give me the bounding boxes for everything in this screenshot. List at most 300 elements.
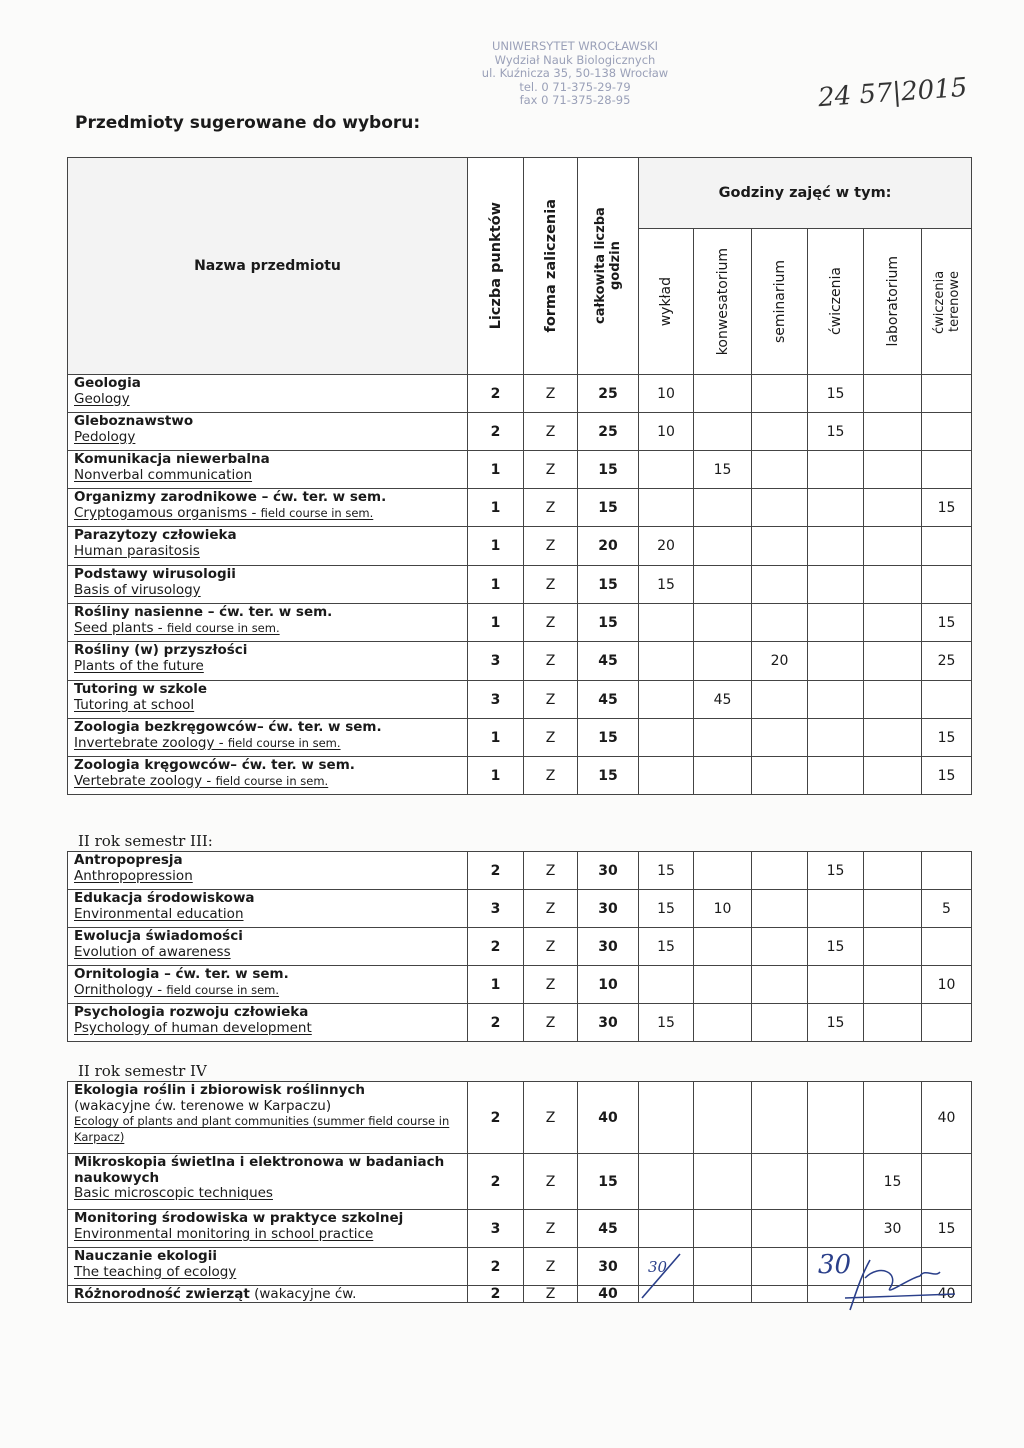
- lecture-hours-cell: 15: [639, 1004, 694, 1042]
- form-cell: Z: [524, 451, 578, 489]
- konwersatorium-hours-cell: [694, 1154, 752, 1210]
- points-cell: 2: [468, 413, 524, 451]
- konwersatorium-hours-cell: [694, 1082, 752, 1154]
- course-name-cell: [68, 451, 468, 489]
- exercises-hours-cell: 15: [808, 928, 864, 966]
- course-name-pl: Podstawy wirusologii: [74, 566, 236, 582]
- course-name-pl: Antropopresja: [74, 852, 183, 868]
- header-points: Liczba punktów: [468, 158, 524, 375]
- field-hours-cell: 15: [922, 604, 972, 642]
- course-name-cell: [68, 890, 468, 928]
- total-hours-cell: 15: [578, 719, 639, 757]
- table-row: [68, 489, 972, 527]
- lab-hours-cell: [864, 928, 922, 966]
- course-name-pl: Parazytozy człowieka: [74, 527, 237, 543]
- field-hours-cell: [922, 681, 972, 719]
- course-name-en: [74, 1265, 463, 1281]
- courses-table-semester-3: [67, 851, 972, 1042]
- course-name-en: [74, 945, 463, 961]
- lab-hours-cell: [864, 527, 922, 566]
- university-stamp: [440, 40, 710, 108]
- field-hours-cell: 15: [922, 757, 972, 795]
- exercises-hours-cell: 15: [808, 413, 864, 451]
- field-hours-cell: [922, 451, 972, 489]
- course-name-en: [74, 659, 463, 675]
- field-hours-cell: 40: [922, 1286, 972, 1303]
- exercises-hours-cell: [808, 642, 864, 681]
- field-hours-cell: [922, 1154, 972, 1210]
- course-name-en: [74, 621, 463, 637]
- lab-hours-cell: [864, 966, 922, 1004]
- course-name-cell: [68, 1004, 468, 1042]
- header-total: całkowita liczba godzin: [578, 158, 639, 375]
- course-name-en: [74, 583, 463, 599]
- course-name-cell: [68, 375, 468, 413]
- total-hours-cell: 15: [578, 489, 639, 527]
- seminar-hours-cell: [752, 1154, 808, 1210]
- course-name-en-text: Evolution of awareness: [74, 943, 231, 960]
- form-cell: Z: [524, 966, 578, 1004]
- seminar-hours-cell: [752, 1082, 808, 1154]
- exercises-hours-cell: [808, 604, 864, 642]
- course-name-en: [74, 869, 463, 885]
- table-row: [68, 604, 972, 642]
- course-name-en: [74, 1021, 463, 1037]
- lab-hours-cell: [864, 757, 922, 795]
- form-cell: Z: [524, 642, 578, 681]
- total-hours-cell: 40: [578, 1286, 639, 1303]
- points-cell: 3: [468, 1210, 524, 1248]
- course-name-en: [74, 736, 463, 752]
- stamp-line: fax 0 71-375-28-95: [519, 93, 631, 107]
- course-name-cell: [68, 413, 468, 451]
- form-cell: Z: [524, 852, 578, 890]
- course-name-en-text: Basic microscopic techniques: [74, 1185, 273, 1201]
- lab-hours-cell: [864, 1004, 922, 1042]
- course-name-pl: Komunikacja niewerbalna: [74, 451, 270, 467]
- konwersatorium-hours-cell: [694, 527, 752, 566]
- form-cell: Z: [524, 566, 578, 604]
- total-hours-cell: 15: [578, 757, 639, 795]
- points-cell: 3: [468, 890, 524, 928]
- course-name-cell: [68, 966, 468, 1004]
- seminar-hours-cell: [752, 1210, 808, 1248]
- course-name-en: [74, 392, 463, 408]
- lecture-hours-cell: [639, 604, 694, 642]
- exercises-hours-cell: [808, 451, 864, 489]
- lab-hours-cell: [864, 604, 922, 642]
- lecture-hours-cell: [639, 757, 694, 795]
- exercises-hours-cell: [808, 681, 864, 719]
- course-name-pl: Tutoring w szkole: [74, 681, 208, 697]
- course-name-pl: Organizmy zarodnikowe – ćw. ter. w sem.: [74, 489, 387, 505]
- stamp-line: ul. Kuźnicza 35, 50-138 Wrocław: [481, 66, 669, 80]
- field-hours-cell: [922, 928, 972, 966]
- header-seminar: seminarium: [752, 229, 808, 375]
- course-name-pl-extra: (wakacyjne ćw. terenowe w Karpaczu): [74, 1097, 332, 1114]
- field-hours-cell: 5: [922, 890, 972, 928]
- course-name-pl: Psychologia rozwoju człowieka: [74, 1004, 309, 1020]
- course-name-en: [74, 907, 463, 923]
- course-note: field course in sem.: [215, 773, 329, 788]
- field-hours-cell: [922, 375, 972, 413]
- form-cell: Z: [524, 1082, 578, 1154]
- field-hours-cell: [922, 413, 972, 451]
- form-cell: Z: [524, 928, 578, 966]
- signature-stroke: [850, 1260, 870, 1310]
- form-cell: Z: [524, 375, 578, 413]
- handwritten-correction: [640, 1248, 960, 1313]
- section-label-semester-4: II rok semestr IV: [78, 1062, 207, 1080]
- lab-hours-cell: [864, 375, 922, 413]
- lab-hours-cell: [864, 719, 922, 757]
- points-cell: 1: [468, 451, 524, 489]
- course-name-en: [74, 983, 463, 999]
- lecture-hours-cell: [639, 966, 694, 1004]
- exercises-hours-cell: [808, 527, 864, 566]
- lecture-hours-cell: 15: [639, 566, 694, 604]
- form-cell: Z: [524, 757, 578, 795]
- konwersatorium-hours-cell: [694, 928, 752, 966]
- form-cell: Z: [524, 413, 578, 451]
- konwersatorium-hours-cell: [694, 566, 752, 604]
- course-name-cell: [68, 1248, 468, 1286]
- form-cell: Z: [524, 604, 578, 642]
- points-cell: 1: [468, 566, 524, 604]
- course-name-cell: [68, 681, 468, 719]
- konwersatorium-hours-cell: [694, 604, 752, 642]
- seminar-hours-cell: [752, 566, 808, 604]
- course-name-en-text: Seed plants -: [74, 619, 167, 636]
- table-row: [68, 375, 972, 413]
- total-hours-cell: 30: [578, 1248, 639, 1286]
- table-row: [68, 966, 972, 1004]
- course-name-en: [74, 774, 463, 790]
- course-name-pl: Rośliny nasienne – ćw. ter. w sem.: [74, 604, 333, 620]
- total-hours-cell: 40: [578, 1082, 639, 1154]
- course-note: field course in sem.: [227, 735, 341, 750]
- lab-hours-cell: [864, 451, 922, 489]
- table-row: [68, 928, 972, 966]
- form-cell: Z: [524, 1210, 578, 1248]
- course-name-pl: Nauczanie ekologii: [74, 1248, 217, 1264]
- course-name-pl: Ekologia roślin i zbiorowisk roślinnych: [74, 1082, 366, 1098]
- course-name-en-text: Psychology of human development: [74, 1019, 312, 1036]
- course-name-en: [74, 544, 463, 560]
- lab-hours-cell: [864, 681, 922, 719]
- field-hours-cell: [922, 566, 972, 604]
- form-cell: Z: [524, 489, 578, 527]
- course-name-cell: [68, 642, 468, 681]
- course-name-pl: Gleboznawstwo: [74, 413, 194, 429]
- course-name-cell: [68, 604, 468, 642]
- points-cell: 1: [468, 966, 524, 1004]
- course-name-en: [74, 430, 463, 446]
- total-hours-cell: 45: [578, 681, 639, 719]
- exercises-hours-cell: [808, 1082, 864, 1154]
- course-name-en-text: Tutoring at school: [74, 696, 195, 713]
- course-name-pl-extra: (wakacyjne ćw.: [249, 1286, 357, 1302]
- points-cell: 1: [468, 757, 524, 795]
- courses-table-main: [67, 157, 972, 795]
- lab-hours-cell: [864, 642, 922, 681]
- seminar-hours-cell: [752, 966, 808, 1004]
- course-name-en: [74, 468, 463, 484]
- course-name-cell: [68, 1286, 468, 1303]
- course-name-en-text: Basis of virusology: [74, 581, 201, 598]
- seminar-hours-cell: [752, 757, 808, 795]
- course-name-pl: Różnorodność zwierząt: [74, 1286, 250, 1302]
- course-name-en-text: Environmental education: [74, 905, 244, 922]
- total-hours-cell: 20: [578, 527, 639, 566]
- stamp-line: UNIWERSYTET WROCŁAWSKI: [491, 39, 659, 53]
- course-name-cell: [68, 566, 468, 604]
- points-cell: 2: [468, 1154, 524, 1210]
- form-cell: Z: [524, 890, 578, 928]
- table-row: [68, 890, 972, 928]
- lecture-hours-cell: [639, 1154, 694, 1210]
- signature-flourish: [865, 1271, 940, 1290]
- seminar-hours-cell: [752, 451, 808, 489]
- total-hours-cell: 45: [578, 642, 639, 681]
- seminar-hours-cell: [752, 928, 808, 966]
- seminar-hours-cell: [752, 719, 808, 757]
- course-name-en-text: Cryptogamous organisms -: [74, 504, 261, 521]
- seminar-hours-cell: [752, 681, 808, 719]
- seminar-hours-cell: [752, 375, 808, 413]
- total-hours-cell: 10: [578, 966, 639, 1004]
- seminar-hours-cell: [752, 489, 808, 527]
- course-name-cell: [68, 928, 468, 966]
- field-hours-cell: [922, 852, 972, 890]
- points-cell: 1: [468, 489, 524, 527]
- course-name-en: [74, 1114, 463, 1145]
- course-name-cell: [68, 1154, 468, 1210]
- form-cell: Z: [524, 1154, 578, 1210]
- course-name-pl: Mikroskopia świetlna i elektronowa w badaniach naukowych: [74, 1154, 445, 1186]
- course-note: field course in sem.: [166, 982, 280, 997]
- course-name-pl: Rośliny (w) przyszłości: [74, 642, 248, 658]
- points-cell: 2: [468, 852, 524, 890]
- lecture-hours-cell: [639, 681, 694, 719]
- points-cell: 1: [468, 527, 524, 566]
- header-lecture: wykład: [639, 229, 694, 375]
- seminar-hours-cell: [752, 852, 808, 890]
- konwersatorium-hours-cell: [694, 1004, 752, 1042]
- course-name-cell: [68, 852, 468, 890]
- course-name-en: [74, 506, 463, 522]
- header-konwersatorium: konwesatorium: [694, 229, 752, 375]
- course-name-pl: Ornitologia – ćw. ter. w sem.: [74, 966, 289, 982]
- points-cell: 2: [468, 375, 524, 413]
- lab-hours-cell: 30: [864, 1210, 922, 1248]
- course-name-en: [74, 1227, 463, 1243]
- exercises-hours-cell: [808, 489, 864, 527]
- course-name-en-text: Anthropopression: [74, 867, 193, 884]
- table-row: [68, 852, 972, 890]
- exercises-hours-cell: 15: [808, 375, 864, 413]
- seminar-hours-cell: [752, 1004, 808, 1042]
- total-hours-cell: 25: [578, 413, 639, 451]
- field-hours-cell: 15: [922, 719, 972, 757]
- course-name-en-text: Invertebrate zoology -: [74, 734, 228, 751]
- header-exercises: ćwiczenia: [808, 229, 864, 375]
- course-name-en: [74, 1186, 463, 1202]
- exercises-hours-cell: [808, 566, 864, 604]
- seminar-hours-cell: 20: [752, 642, 808, 681]
- field-hours-cell: [922, 527, 972, 566]
- course-name-en-text: Plants of the future: [74, 657, 204, 674]
- stamp-line: Wydział Nauk Biologicznych: [494, 52, 656, 67]
- table-row: [68, 681, 972, 719]
- lecture-hours-cell: 10: [639, 375, 694, 413]
- form-cell: Z: [524, 1004, 578, 1042]
- course-name-en-text: Vertebrate zoology -: [74, 772, 216, 789]
- field-hours-cell: [922, 1004, 972, 1042]
- konwersatorium-hours-cell: [694, 489, 752, 527]
- lecture-hours-cell: [639, 1082, 694, 1154]
- course-note: Ecology of plants and plant communities (summer field course in Karpacz): [74, 1114, 450, 1144]
- lab-hours-cell: [864, 890, 922, 928]
- lab-hours-cell: 15: [864, 1154, 922, 1210]
- form-cell: Z: [524, 1248, 578, 1286]
- points-cell: 1: [468, 719, 524, 757]
- lecture-hours-cell: 20: [639, 527, 694, 566]
- table-row: [68, 413, 972, 451]
- field-hours-cell: 25: [922, 642, 972, 681]
- lecture-hours-cell: [639, 489, 694, 527]
- struck-value: 30: [648, 1258, 668, 1276]
- lecture-hours-cell: [639, 719, 694, 757]
- form-cell: Z: [524, 719, 578, 757]
- table-row: [68, 1154, 972, 1210]
- course-name-en-text: Human parasitosis: [74, 542, 200, 559]
- field-hours-cell: 10: [922, 966, 972, 1004]
- table-row: [68, 757, 972, 795]
- document-title: Przedmioty sugerowane do wyboru:: [75, 113, 421, 133]
- table-body: [68, 852, 972, 1042]
- konwersatorium-hours-cell: [694, 757, 752, 795]
- exercises-hours-cell: [808, 1210, 864, 1248]
- total-hours-cell: 15: [578, 451, 639, 489]
- course-name-cell: [68, 489, 468, 527]
- signature-underline: [845, 1294, 955, 1298]
- field-hours-cell: 15: [922, 489, 972, 527]
- course-name-cell: [68, 1210, 468, 1248]
- header-lab: laboratorium: [864, 229, 922, 375]
- header-form: forma zaliczenia: [524, 158, 578, 375]
- lab-hours-cell: [864, 413, 922, 451]
- field-hours-cell: 15: [922, 1210, 972, 1248]
- konwersatorium-hours-cell: [694, 413, 752, 451]
- course-name-pl: Geologia: [74, 375, 141, 391]
- field-hours-cell: 40: [922, 1082, 972, 1154]
- course-name-pl: Zoologia bezkręgowców– ćw. ter. w sem.: [74, 719, 382, 735]
- lab-hours-cell: [864, 489, 922, 527]
- total-hours-cell: 15: [578, 604, 639, 642]
- lab-hours-cell: [864, 852, 922, 890]
- total-hours-cell: 30: [578, 890, 639, 928]
- course-name-en-text: Nonverbal communication: [74, 466, 253, 483]
- handwritten-note: 24 57|2015: [817, 72, 969, 114]
- course-name-cell: [68, 1082, 468, 1154]
- header-name: Nazwa przedmiotu: [68, 158, 468, 375]
- lecture-hours-cell: 15: [639, 852, 694, 890]
- course-name-en-text: Environmental monitoring in school practice: [74, 1225, 374, 1242]
- points-cell: 2: [468, 1286, 524, 1303]
- total-hours-cell: 30: [578, 852, 639, 890]
- exercises-hours-cell: 15: [808, 852, 864, 890]
- points-cell: 3: [468, 681, 524, 719]
- table-row: [68, 566, 972, 604]
- course-name-cell: [68, 527, 468, 566]
- table-row: [68, 1082, 972, 1154]
- course-name-pl: Ewolucja świadomości: [74, 928, 243, 944]
- points-cell: 2: [468, 1004, 524, 1042]
- exercises-hours-cell: [808, 890, 864, 928]
- course-name-pl: Monitoring środowiska w praktyce szkolnej: [74, 1210, 404, 1226]
- total-hours-cell: 15: [578, 566, 639, 604]
- course-note: field course in sem.: [260, 505, 374, 520]
- form-cell: Z: [524, 681, 578, 719]
- lecture-hours-cell: 15: [639, 890, 694, 928]
- lab-hours-cell: [864, 1082, 922, 1154]
- course-name-pl: Zoologia kręgowców– ćw. ter. w sem.: [74, 757, 355, 773]
- course-note: field course in sem.: [166, 620, 280, 635]
- table-row: [68, 719, 972, 757]
- course-name-en-text: Ornithology -: [74, 981, 167, 998]
- konwersatorium-hours-cell: 10: [694, 890, 752, 928]
- lab-hours-cell: [864, 566, 922, 604]
- points-cell: 2: [468, 1248, 524, 1286]
- exercises-hours-cell: [808, 1154, 864, 1210]
- lecture-hours-cell: [639, 642, 694, 681]
- total-hours-cell: 30: [578, 1004, 639, 1042]
- exercises-hours-cell: 15: [808, 1004, 864, 1042]
- total-hours-cell: 15: [578, 1154, 639, 1210]
- table-row: [68, 527, 972, 566]
- konwersatorium-hours-cell: [694, 375, 752, 413]
- header-hours-group: Godziny zajęć w tym:: [639, 158, 972, 229]
- lecture-hours-cell: [639, 1210, 694, 1248]
- konwersatorium-hours-cell: [694, 719, 752, 757]
- points-cell: 3: [468, 642, 524, 681]
- form-cell: Z: [524, 1286, 578, 1303]
- table-body: [68, 375, 972, 795]
- exercises-hours-cell: [808, 757, 864, 795]
- konwersatorium-hours-cell: [694, 642, 752, 681]
- course-name-cell: [68, 757, 468, 795]
- seminar-hours-cell: [752, 890, 808, 928]
- lecture-hours-cell: 10: [639, 413, 694, 451]
- course-name-pl: Edukacja środowiskowa: [74, 890, 255, 906]
- corrected-value: 30: [818, 1250, 852, 1280]
- seminar-hours-cell: [752, 413, 808, 451]
- table-row: [68, 451, 972, 489]
- konwersatorium-hours-cell: [694, 1210, 752, 1248]
- section-label-semester-3: II rok semestr III:: [78, 832, 213, 850]
- header-field-exercises: ćwiczenia terenowe: [922, 229, 972, 375]
- seminar-hours-cell: [752, 527, 808, 566]
- points-cell: 2: [468, 928, 524, 966]
- course-name-en-text: The teaching of ecology: [74, 1263, 237, 1280]
- total-hours-cell: 45: [578, 1210, 639, 1248]
- course-name-cell: [68, 719, 468, 757]
- stamp-line: tel. 0 71-375-29-79: [519, 79, 631, 94]
- course-name-en-text: Pedology: [74, 428, 136, 445]
- konwersatorium-hours-cell: [694, 966, 752, 1004]
- points-cell: 1: [468, 604, 524, 642]
